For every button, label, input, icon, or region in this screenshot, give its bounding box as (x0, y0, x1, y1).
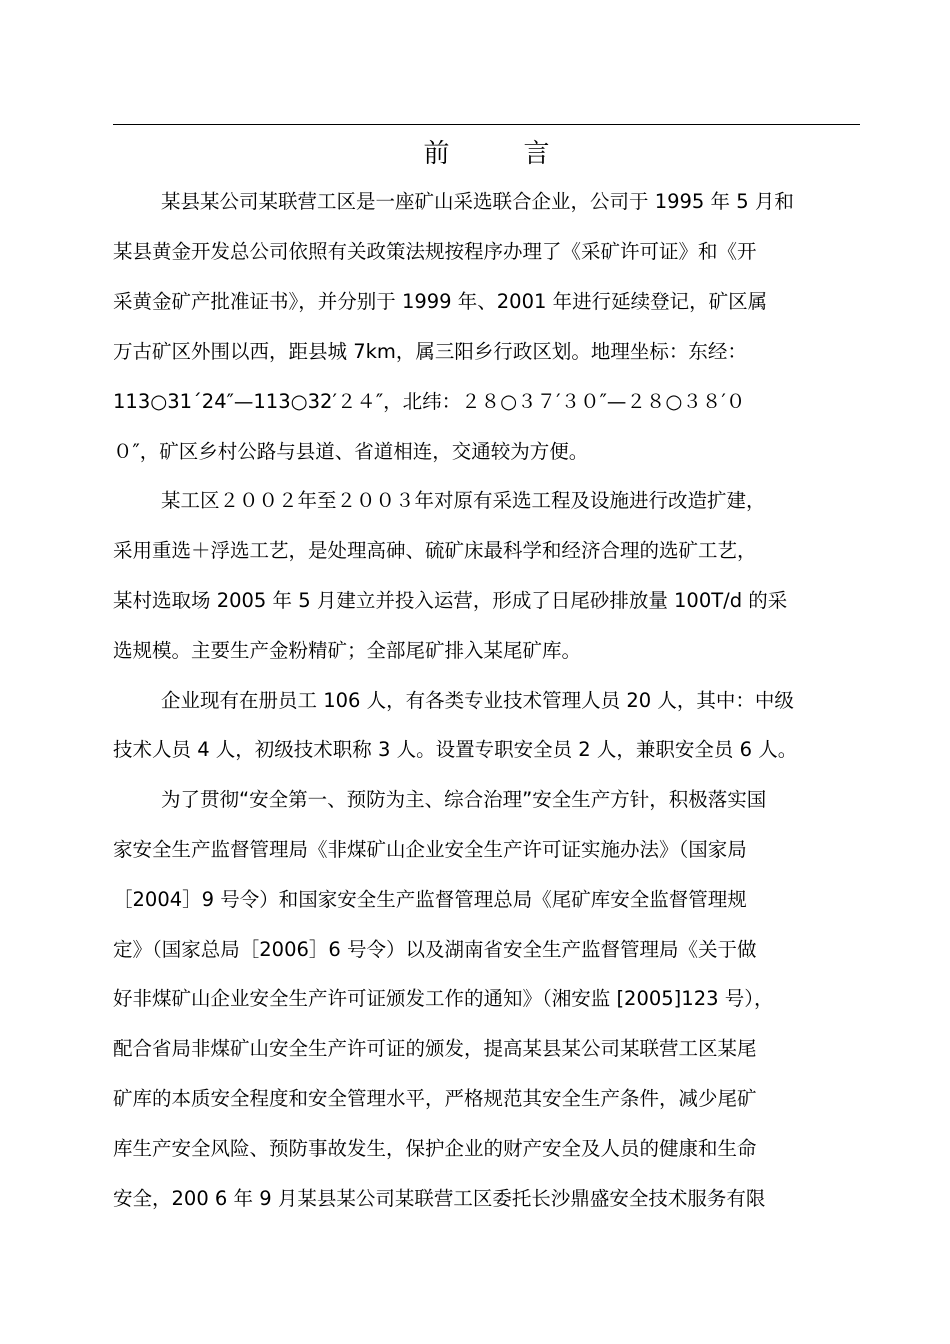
paragraph-line: ０″，矿区乡村公路与县道、省道相连，交通较为方便。 (113, 440, 589, 463)
paragraph-line: 配合省局非煤矿山安全生产许可证的颁发，提高某县某公司某联营工区某尾 (113, 1037, 757, 1060)
paragraph-line: 好非煤矿山企业安全生产许可证颁发工作的通知》（湘安监 [2005]123 号）， (113, 987, 774, 1010)
header-rule (113, 124, 860, 125)
paragraph-line: 某县黄金开发总公司依照有关政策法规按程序办理了《采矿许可证》和《开 (113, 240, 757, 263)
paragraph-line: 库生产安全风险、预防事故发生，保护企业的财产安全及人员的健康和生命 (113, 1137, 757, 1160)
paragraph-line: 万古矿区外围以西，距县城 7km，属三阳乡行政区划。地理坐标：东经： (113, 340, 747, 363)
paragraph-line: 某村选取场 2005 年 5 月建立并投入运营，形成了日尾砂排放量 100T/d 的采 (113, 589, 788, 612)
paragraph-line: 企业现有在册员工 106 人，有各类专业技术管理人员 20 人，其中：中级 (161, 689, 794, 712)
paragraph-line: 某县某公司某联营工区是一座矿山采选联合企业，公司于 1995 年 5 月和 (161, 190, 794, 213)
paragraph-line: ［2004］9 号令）和国家安全生产监督管理总局《尾矿库安全监督管理规 (113, 888, 747, 911)
paragraph-line: 为了贯彻“安全第一、预防为主、综合治理”安全生产方针，积极落实国 (161, 788, 767, 811)
paragraph-line: 安全，200 6 年 9 月某县某公司某联营工区委托长沙鼎盛安全技术服务有限 (113, 1187, 766, 1210)
page-title: 前言 (423, 139, 624, 169)
paragraph-line: 定》（国家总局［2006］6 号令）以及湖南省安全生产监督管理局《关于做 (113, 938, 757, 961)
paragraph-line: 矿库的本质安全程度和安全管理水平，严格规范其安全生产条件，减少尾矿 (113, 1087, 757, 1110)
paragraph-line: 选规模。主要生产金粉精矿；全部尾矿排入某尾矿库。 (113, 639, 582, 662)
paragraph-line: 某工区２００２年至２００３年对原有采选工程及设施进行改造扩建， (161, 489, 766, 512)
paragraph-line: 113○31ˊ24″—113○32′２４″，北纬：２８○３７′３０″—２８○３８′０ (113, 390, 746, 413)
paragraph-line: 家安全生产监督管理局《非煤矿山企业安全生产许可证实施办法》（国家局 (113, 838, 747, 861)
paragraph-line: 技术人员 4 人，初级技术职称 3 人。设置专职安全员 2 人，兼职安全员 6 人。 (113, 738, 798, 761)
paragraph-line: 采用重选＋浮选工艺，是处理高砷、硫矿床最科学和经济合理的选矿工艺， (113, 539, 757, 562)
paragraph-line: 采黄金矿产批准证书》，并分别于 1999 年、2001 年进行延续登记，矿区属 (113, 290, 768, 313)
